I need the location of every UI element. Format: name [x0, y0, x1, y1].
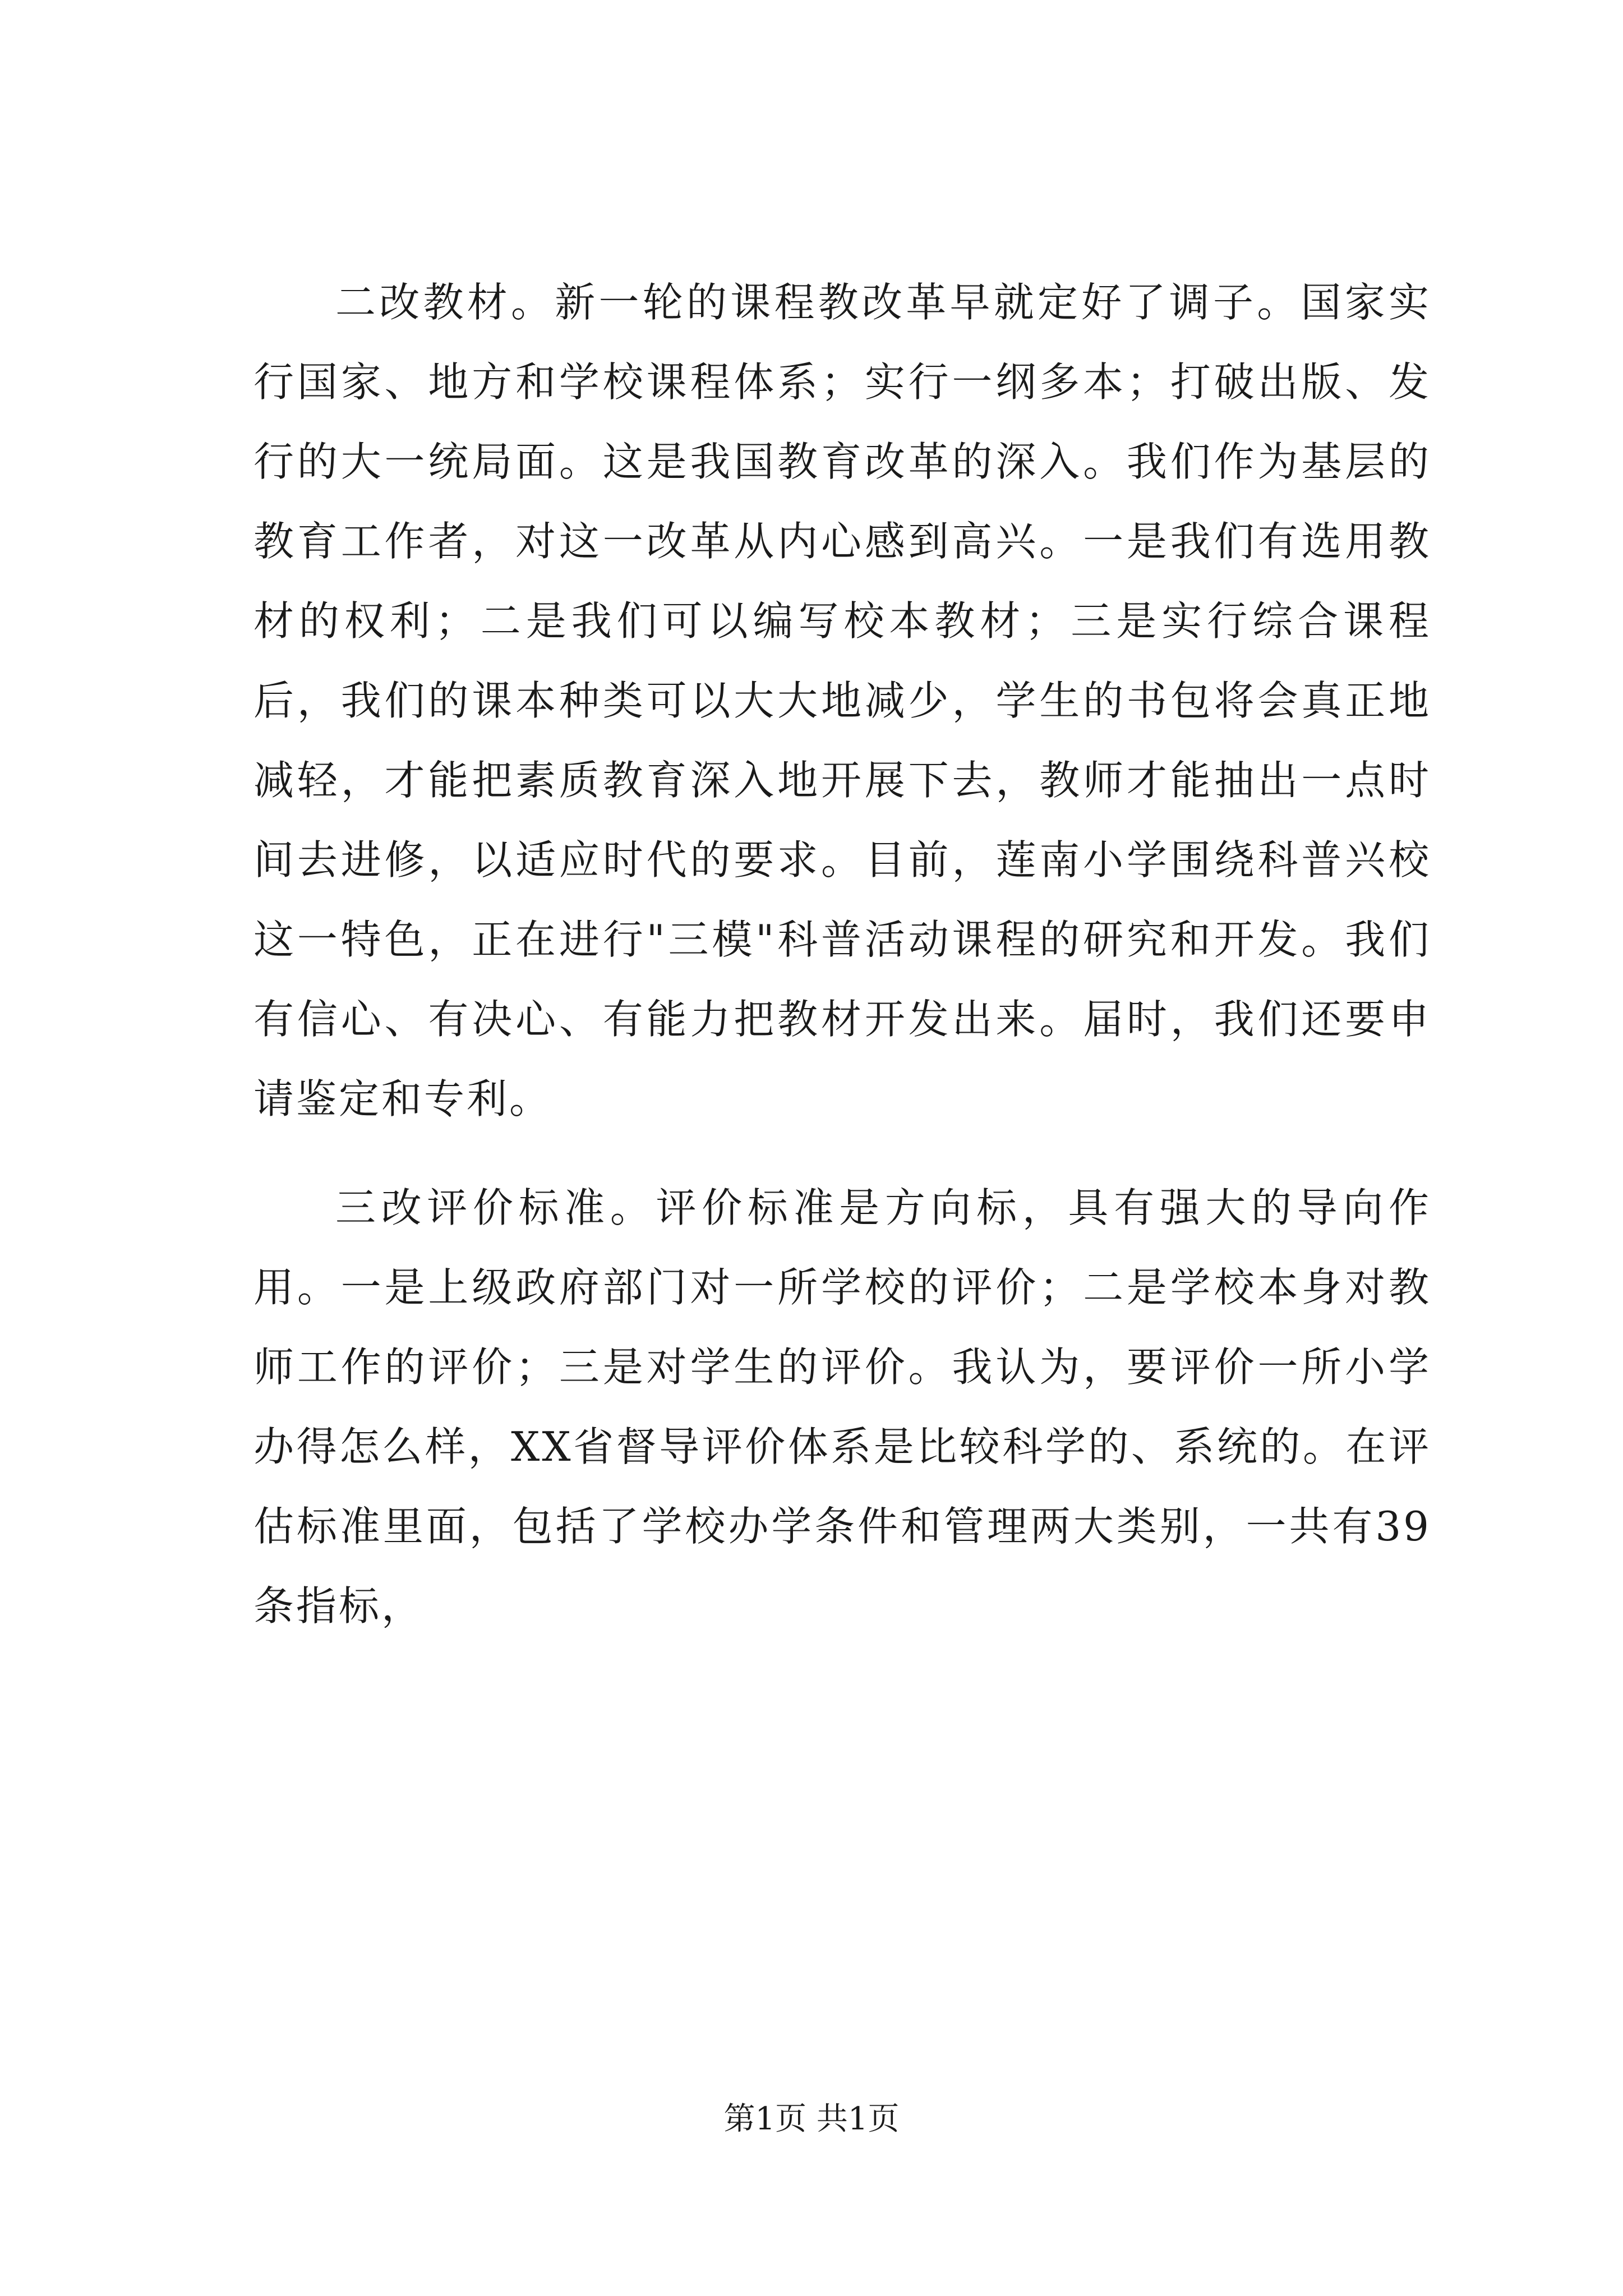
paragraph-textbooks: 二改教材。新一轮的课程教改革早就定好了调子。国家实行国家、地方和学校课程体系；实行一纲多本；打破出版、发行的大一统局面。这是我国教育改革的深入。我们作为基层的教育工作者，对这一改革从内心感到高兴。一是我们有选用教材的权利；二是我们可以编写校本教材；三是实行综合课程后，我们的课本种类可以大大地减少，学生的书包将会真正地减轻，才能把素质教育深入地开展下去，教师才能抽出一点时间去进修，以适应时代的要求。目前，莲南小学围绕科普兴校这一特色，正在进行"三模"科普活动课程的研究和开发。我们有信心、有决心、有能力把教材开发出来。届时，我们还要申请鉴定和专利。: [253, 279, 1431, 1122]
document-body: [253, 263, 1431, 1675]
page-footer: [0, 2097, 1623, 2142]
paragraph-evaluation-standards: 三改评价标准。评价标准是方向标，具有强大的导向作用。一是上级政府部门对一所学校的评价；二是学校本身对教师工作的评价；三是对学生的评价。我认为，要评价一所小学办得怎么样，XX省督导评价体系是比较科学的、系统的。在评估标准里面，包括了学校办学条件和管理两大类别，一共有39条指标，: [253, 1184, 1431, 1630]
page-number-label: 第1页 共1页: [723, 2101, 900, 2137]
